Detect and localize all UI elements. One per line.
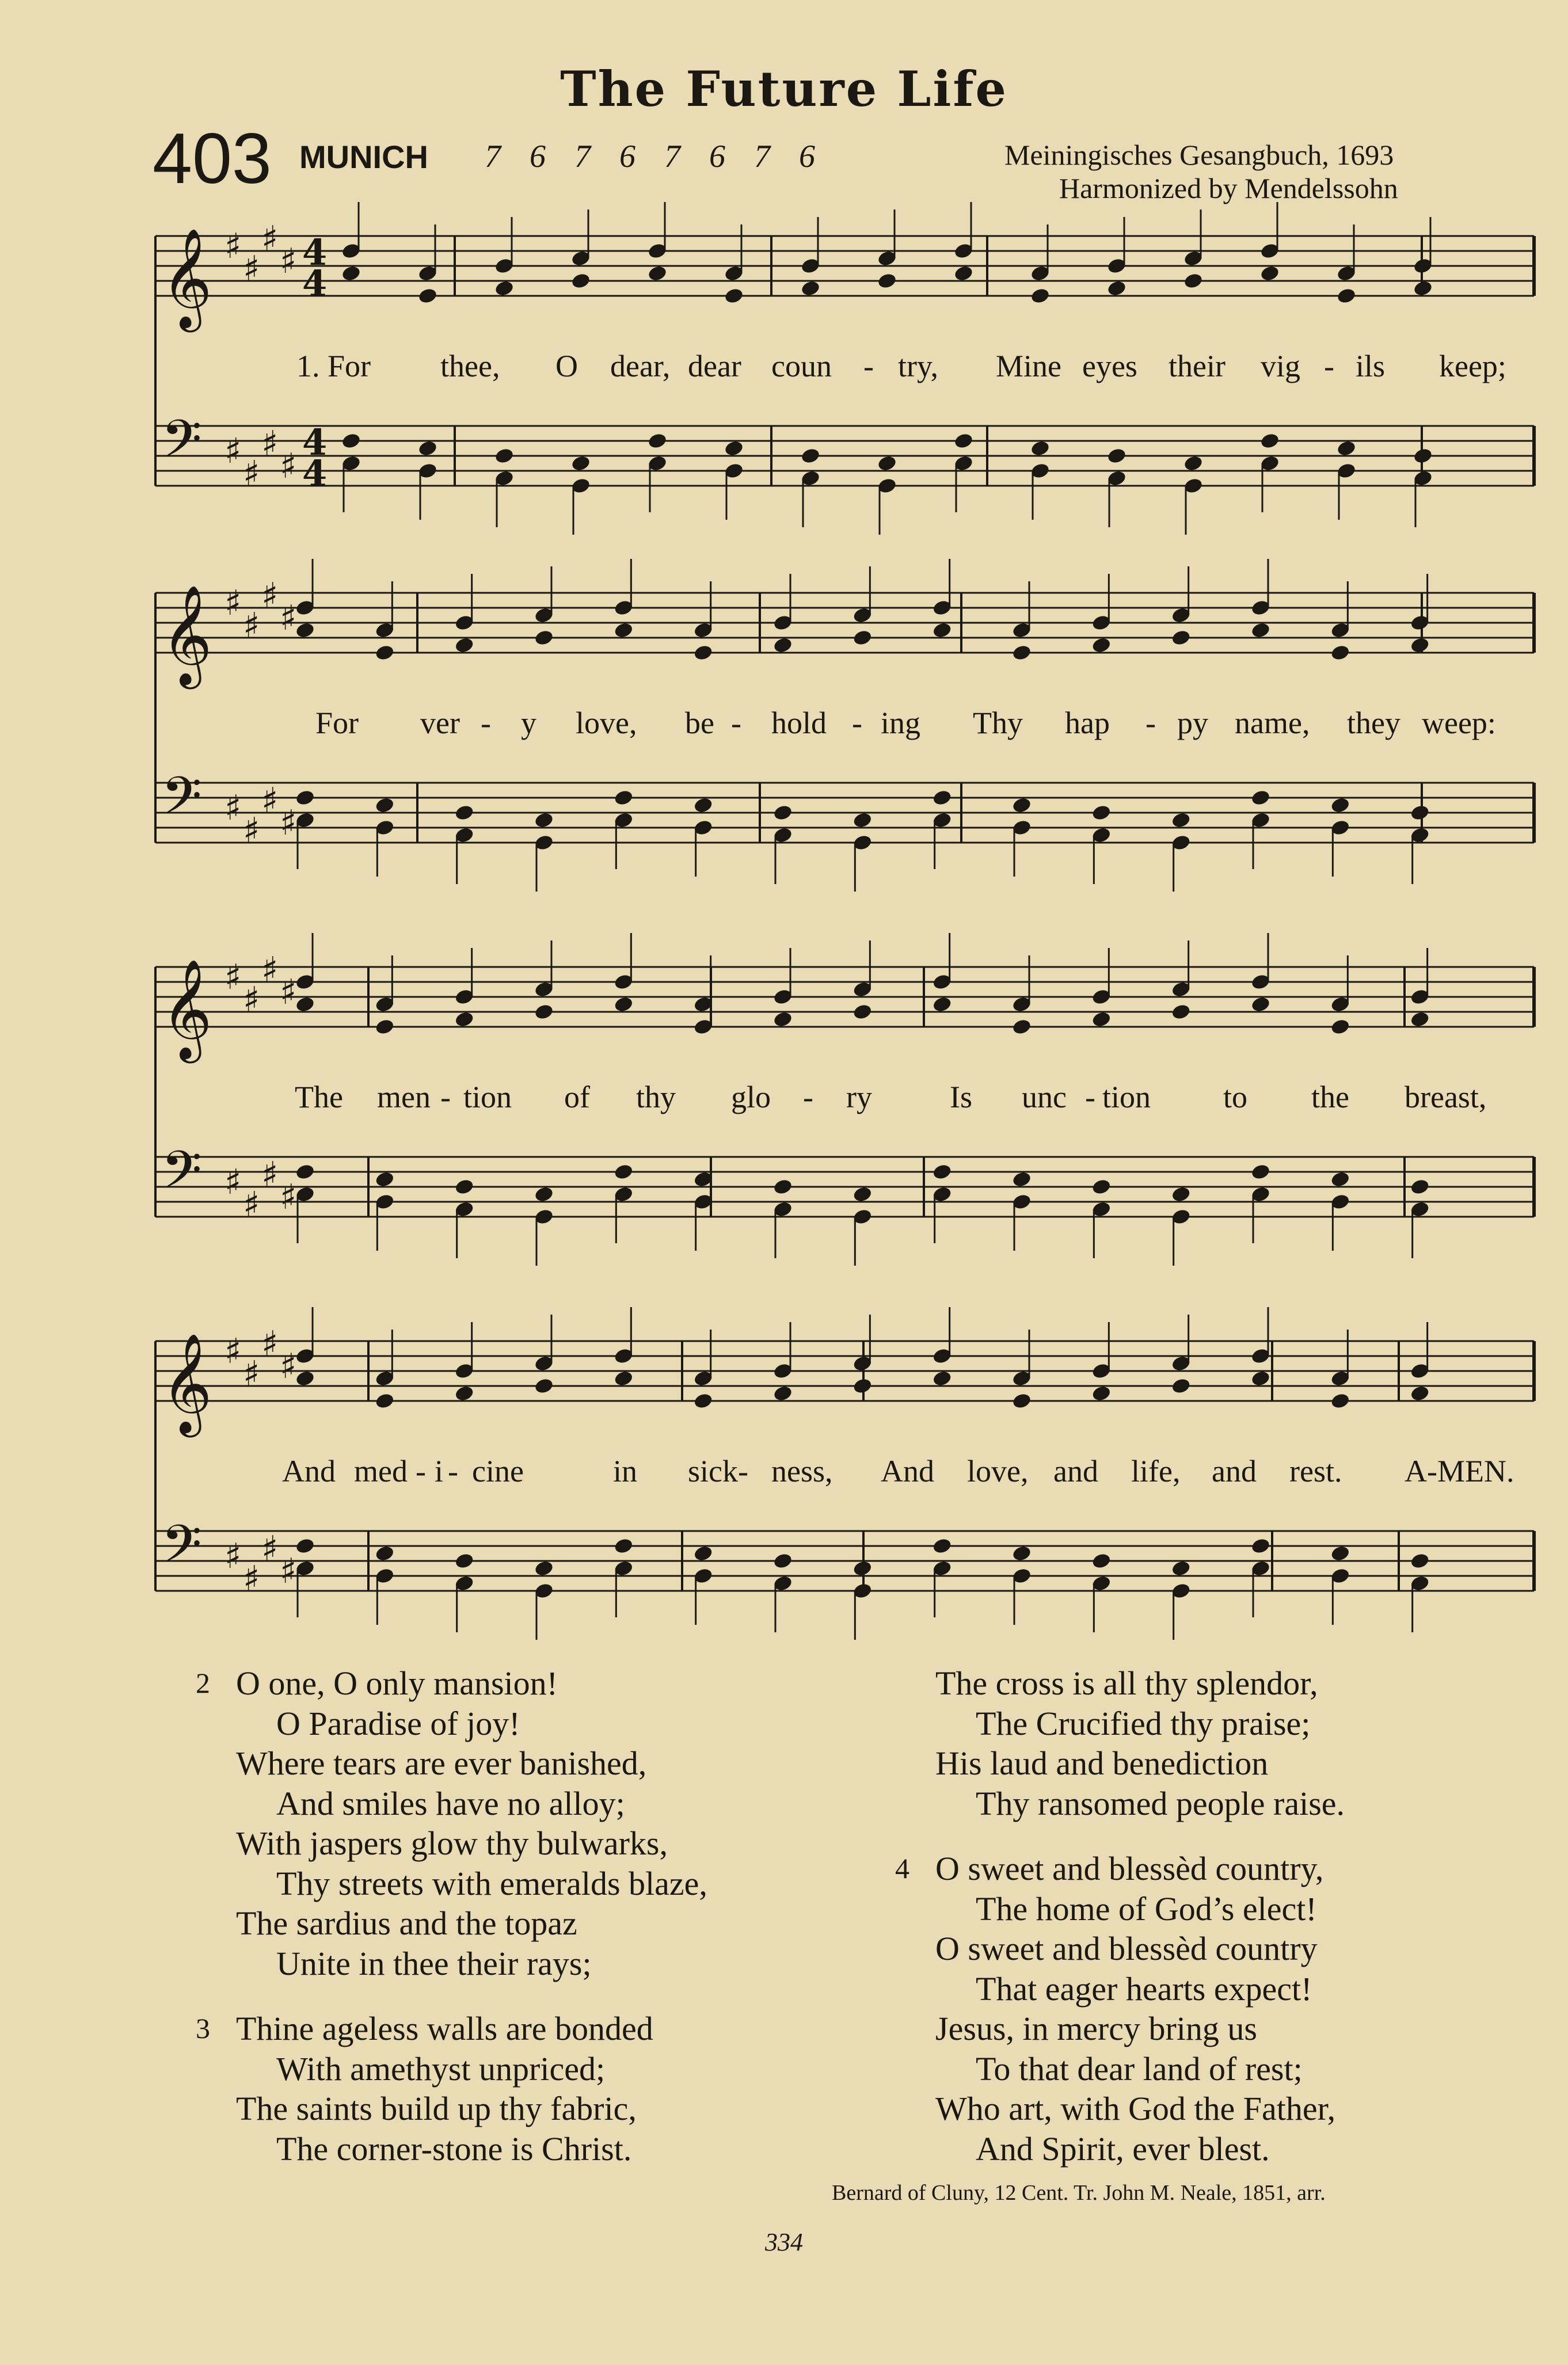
sharp-icon: ♯ [224,1162,242,1202]
treble-clef-icon: 𝄞 [161,959,212,1059]
note-head [852,1186,873,1204]
lyric-syllable: dear, [610,349,671,383]
verse-line: The Crucified thy praise; [976,1704,1311,1742]
note-head [454,1385,475,1403]
note-head [800,447,821,465]
lyric-syllable: Is [950,1080,972,1114]
sharp-icon: ♯ [280,598,297,638]
lyric-syllable: Mine [996,349,1061,383]
note-head [1011,797,1032,814]
note-head [1410,804,1430,822]
note-head [932,622,953,639]
note-head [772,804,793,822]
note-head [295,1370,315,1388]
note-head [1330,1392,1350,1410]
verse-line: Thine ageless walls are bonded [236,2010,653,2047]
lyric-syllable: thy [636,1080,676,1114]
harmonization-credit: Harmonized by Mendelssohn [1059,172,1398,204]
note-head [1250,1370,1271,1388]
sharp-icon: ♯ [243,980,260,1020]
bass-clef-icon: 𝄢 [161,1140,202,1213]
lyric-syllable: - [440,1080,451,1114]
note-head [1030,287,1051,305]
note-head [932,996,953,1014]
verse-line: The saints build up thy fabric, [236,2090,637,2127]
note-head [1106,280,1127,298]
lyric-syllable: Thy [973,706,1023,740]
note-head [341,265,361,283]
lyric-syllable: men [377,1080,431,1114]
sharp-icon: ♯ [224,431,242,471]
lyric-syllable: A-MEN. [1405,1454,1514,1488]
lyric-syllable: breast, [1405,1080,1487,1114]
note-head [1330,644,1350,662]
lyric-syllable: The [295,1080,343,1114]
lyric-syllable: dear [688,349,741,383]
note-head [1171,1560,1192,1578]
lyric-line-2 [0,705,1568,745]
note-head [1183,455,1204,473]
note-head [1410,637,1430,654]
hymn-number: 403 [153,119,272,199]
note-head [1091,1011,1112,1029]
sharp-icon: ♯ [243,1354,260,1394]
sharp-icon: ♯ [280,1177,297,1217]
lyric-syllable: med [354,1454,408,1488]
time-signature-denominator: 4 [302,452,328,494]
lyric-syllable: O [555,349,578,383]
lyric-syllable: - [803,1080,813,1114]
note-head [877,455,897,473]
note-head [647,265,668,283]
note-head [1250,1537,1271,1555]
text-attribution: Bernard of Cluny, 12 Cent. Tr. John M. Neale, 1851, arr. [832,2181,1326,2205]
lyric-syllable: - [448,1454,458,1488]
note-head [1336,440,1357,458]
sharp-icon: ♯ [261,576,279,616]
sharp-icon: ♯ [224,226,242,266]
lyric-syllable: in [613,1454,638,1488]
note-head [693,1392,714,1410]
note-head [570,272,591,290]
note-head [772,1552,793,1570]
tune-name: MUNICH [299,139,428,175]
verse-line: O Paradise of joy! [276,1704,520,1742]
lyric-syllable: ry [846,1080,872,1114]
note-head [1091,1552,1112,1570]
note-head [454,804,475,822]
note-head [693,797,714,814]
note-head [1011,1018,1032,1036]
lyric-syllable: life, [1131,1454,1181,1488]
lyric-syllable: be [685,706,714,740]
treble-clef-icon: 𝄞 [161,585,212,685]
sharp-icon: ♯ [261,1324,279,1364]
treble-clef-icon: 𝄞 [161,228,212,328]
sharp-icon: ♯ [224,788,242,828]
verse-2 [196,1663,869,1983]
sharp-icon: ♯ [261,219,279,259]
note-head [1250,789,1271,807]
note-head [932,1537,953,1555]
note-head [1011,1392,1032,1410]
note-head [374,644,395,662]
lyric-syllable: And [881,1454,934,1488]
note-head [1330,797,1350,814]
verse-number: 4 [895,1852,909,1884]
verse-line: The cross is all thy splendor, [935,1665,1318,1702]
note-head [534,812,554,829]
lyric-syllable: try, [898,349,938,383]
note-head [534,1003,554,1021]
note-head [647,432,668,450]
section-title: The Future Life [560,60,1008,117]
treble-clef-icon: 𝄞 [161,1333,212,1433]
time-signature-numerator: 4 [302,421,328,463]
note-head [1413,280,1433,298]
lyric-syllable: For [315,706,359,740]
note-head [613,789,634,807]
lyric-syllable: - [1145,706,1156,740]
lyric-syllable: coun [771,349,832,383]
lyric-line-3 [0,1079,1568,1119]
page-number: 334 [765,2228,803,2256]
note-head [417,440,438,458]
lyric-syllable: ness, [771,1454,833,1488]
verse-line: Jesus, in mercy bring us [935,2010,1257,2047]
lyric-syllable: thee, [440,349,500,383]
verse-4 [895,1849,1534,2169]
lyric-syllable: of [564,1080,590,1114]
lyric-syllable: weep: [1422,706,1496,740]
note-head [1171,1003,1192,1021]
verses-left-column [196,1663,869,2194]
note-head [852,1560,873,1578]
lyric-syllable: love, [967,1454,1029,1488]
lyric-syllable: y [521,706,536,740]
lyric-syllable: - [1324,349,1334,383]
verses-right-column [895,1663,1534,2194]
note-head [1171,629,1192,647]
verse-line: The corner-stone is Christ. [276,2130,632,2168]
note-head [1091,1178,1112,1196]
note-head [932,1163,953,1181]
note-head [1091,804,1112,822]
verse-line: Where tears are ever banished, [236,1745,647,1782]
note-head [613,1537,634,1555]
note-head [1106,447,1127,465]
verse-line: The home of God’s elect! [976,1890,1317,1928]
note-head [613,1163,634,1181]
note-head [1250,622,1271,639]
note-head [1171,1186,1192,1204]
lyric-syllable: ver [420,706,460,740]
note-head [772,637,793,654]
note-head [295,996,315,1014]
sharp-icon: ♯ [243,454,260,494]
note-head [800,280,821,298]
note-head [877,272,897,290]
lyric-syllable: - [863,349,874,383]
note-head [953,432,974,450]
note-head [534,1377,554,1395]
sharp-icon: ♯ [243,1185,260,1225]
lyric-syllable: hold [771,706,827,740]
meter: 7 6 7 6 7 6 7 6 [485,139,825,174]
verse-3-continued [935,1663,1534,1823]
note-head [613,622,634,639]
note-head [724,440,744,458]
verse-line: With jaspers glow thy bulwarks, [236,1825,668,1862]
note-head [454,1552,475,1570]
lyric-syllable: ing [881,706,921,740]
note-head [724,287,744,305]
note-head [295,1537,315,1555]
note-head [1011,1171,1032,1189]
note-head [341,432,361,450]
lyric-syllable: - [731,706,741,740]
sharp-icon: ♯ [280,972,297,1012]
lyric-syllable: tion [1102,1080,1151,1114]
note-head [494,447,515,465]
lyric-syllable: i [435,1454,444,1488]
note-head [374,1171,395,1189]
lyric-syllable: the [1311,1080,1349,1114]
verse-number: 3 [196,2012,210,2044]
verse-line: Thy ransomed people raise. [976,1784,1345,1822]
sharp-icon: ♯ [261,1529,279,1569]
verse-line: Thy streets with emeralds blaze, [276,1864,707,1902]
lyric-syllable: vig [1261,349,1301,383]
note-head [1410,1552,1430,1570]
verse-line: With amethyst unpriced; [276,2050,606,2088]
note-head [295,789,315,807]
lyric-syllable: name, [1235,706,1310,740]
note-head [693,644,714,662]
bass-clef-icon: 𝄢 [161,1514,202,1587]
note-head [1250,1163,1271,1181]
lyric-syllable: rest. [1289,1454,1342,1488]
note-head [1330,1171,1350,1189]
sharp-icon: ♯ [224,1536,242,1576]
note-head [1171,812,1192,829]
note-head [1183,272,1204,290]
note-head [772,1011,793,1029]
verse-number: 2 [196,1667,210,1699]
lyric-syllable: they [1347,706,1400,740]
lyric-syllable: py [1177,706,1208,740]
note-head [693,1545,714,1563]
verse-line: O sweet and blessèd country [935,1930,1318,1967]
note-head [1250,996,1271,1014]
note-head [1413,447,1433,465]
note-head [1091,1385,1112,1403]
bass-clef-icon: 𝄢 [161,409,202,482]
note-head [1330,1545,1350,1563]
source: Meiningisches Gesangbuch, 1693 [1004,139,1394,171]
note-head [454,1011,475,1029]
lyric-syllable: - [1085,1080,1095,1114]
time-signature-numerator: 4 [302,231,328,273]
lyric-syllable: their [1169,349,1226,383]
lyric-syllable: - [852,706,862,740]
note-head [454,637,475,654]
note-head [1259,432,1280,450]
bass-clef-icon: 𝄢 [161,766,202,839]
lyric-syllable: to [1223,1080,1248,1114]
lyric-syllable: keep; [1439,349,1506,383]
lyric-syllable: - [481,706,491,740]
lyric-syllable: sick- [688,1454,748,1488]
verse-line: That eager hearts expect! [976,1970,1312,2008]
note-head [1410,1178,1430,1196]
sharp-icon: ♯ [261,424,279,464]
note-head [295,1163,315,1181]
sharp-icon: ♯ [243,605,260,646]
note-head [953,265,974,283]
note-head [374,797,395,814]
sharp-icon: ♯ [243,249,260,289]
note-head [1171,1377,1192,1395]
note-head [534,1186,554,1204]
note-head [374,1392,395,1410]
time-signature-denominator: 4 [302,262,328,304]
verse-line: To that dear land of rest; [976,2050,1303,2088]
verse-line: O one, O only mansion! [236,1665,558,1702]
note-head [852,1003,873,1021]
note-head [1011,644,1032,662]
note-head [1091,637,1112,654]
lyric-syllable: hap [1065,706,1110,740]
note-head [1336,287,1357,305]
note-head [613,996,634,1014]
lyric-syllable: - [416,1454,426,1488]
lyric-line-1 [0,348,1568,389]
sharp-icon: ♯ [280,241,297,281]
note-head [1011,1545,1032,1563]
lyric-syllable: 1. For [296,349,371,383]
sharp-icon: ♯ [224,957,242,997]
note-head [852,1377,873,1395]
note-head [295,622,315,639]
sharp-icon: ♯ [261,780,279,821]
lyric-syllable: glo [731,1080,771,1114]
sharp-icon: ♯ [261,950,279,990]
note-head [1410,1385,1430,1403]
verse-line: The sardius and the topaz [236,1905,577,1942]
note-head [1259,265,1280,283]
note-head [772,1178,793,1196]
note-head [613,1370,634,1388]
lyric-syllable: And [282,1454,336,1488]
note-head [534,1560,554,1578]
note-head [570,455,591,473]
note-head [534,629,554,647]
lyric-syllable: and [1212,1454,1257,1488]
lyric-syllable: and [1053,1454,1098,1488]
note-head [1330,1018,1350,1036]
note-head [1410,1011,1430,1029]
verse-line: And smiles have no alloy; [276,1784,625,1822]
note-head [417,287,438,305]
lyric-syllable: unc [1022,1080,1067,1114]
note-head [852,812,873,829]
lyric-syllable: cine [472,1454,524,1488]
verse-line: Who art, with God the Father, [935,2090,1336,2127]
note-head [932,789,953,807]
lyric-syllable: eyes [1082,349,1137,383]
lyric-syllable: love, [576,706,637,740]
sharp-icon: ♯ [280,1346,297,1387]
note-head [932,1370,953,1388]
sharp-icon: ♯ [243,1559,260,1599]
note-head [494,280,515,298]
note-head [374,1018,395,1036]
lyric-syllable: tion [463,1080,512,1114]
sharp-icon: ♯ [224,1331,242,1372]
note-head [852,629,873,647]
sharp-icon: ♯ [243,810,260,851]
note-head [374,1545,395,1563]
verse-line: O sweet and blessèd country, [935,1850,1324,1887]
lyric-syllable: ils [1356,349,1386,383]
verse-3 [196,2009,869,2169]
note-head [1030,440,1051,458]
verse-line: His laud and benediction [935,1745,1269,1782]
note-head [772,1385,793,1403]
sharp-icon: ♯ [280,803,297,843]
sharp-icon: ♯ [261,1155,279,1195]
lyric-line-4 [0,1453,1568,1494]
verse-line: Unite in thee their rays; [276,1944,592,1982]
sharp-icon: ♯ [224,583,242,623]
sharp-icon: ♯ [280,446,297,486]
sharp-icon: ♯ [280,1551,297,1591]
verse-line: And Spirit, ever blest. [976,2130,1270,2168]
note-head [454,1178,475,1196]
